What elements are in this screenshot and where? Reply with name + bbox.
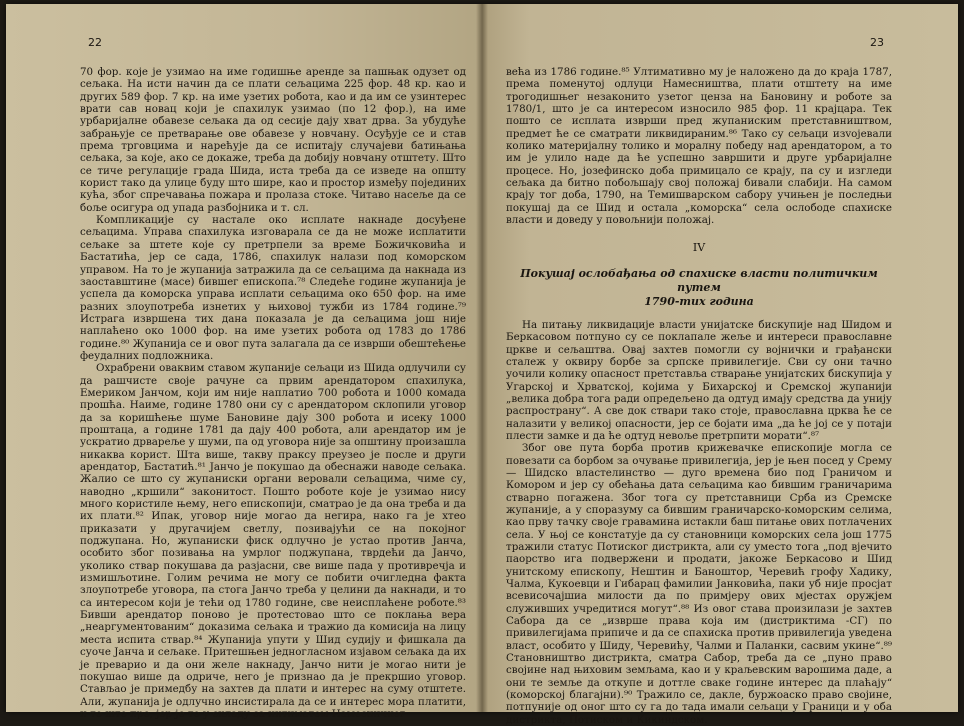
paragraph: Охрабрени оваквим ставом жупаније сељаци из Шида одлучили су да рашчисте своје рачуне са првим арендатором спахилука, Емериком Јанчом, који им није наплатио 700 робота и 1000 комада прошћа. Наиме, године 1780 они су с арендатором склопили уговор да за коришћење шуме Бановине дају 300 робота и исеку 1000 проштаца, а године 1781 да дају 400 робота, али арендатор им је ускратио дрвареље у шуми, па од уговора није за општину произашла никаква корист. Шта више, такву праксу преузео је после и други арендатор, Бастатић.⁸¹ Јанчо је покушао да обеснажи наводе сељака. Жалио се што су жупаниски органи веровали сељацима, чиме су, наводно „кршили“ законитост. Пошто роботе које је узимао нису многo користиле њему, него епископији, сматрао је да она треба и да их плати.⁸² Ипак, уговор није могао да негира, нако га је хтео приказати у другачијем светлу, позивајући се на покојног поджупана. Но, жупаниски фиск одлучно је устао против Јанча, особито због позивања на умрлог поджупана, тврдећи да Јанчо, уколико ствар покушава да разјасни, све више пада у противречја и измишљотине. Голим речима не могу се побити очигледна факта злоупотребе уговора, па стога Јанчо треба у целини да накнади, и то са интересом који је тећи од 1780 године, све неисплаћене роботе.⁸³ Бивши арендатор поново је протестовао што се поклања вера „неаргументованим“ доказима сељака и тражио да комисија на лицу места испита ствар.⁸⁴ Жупанија упути у Шид судију и фишкала да суоче Јанча и сељаке. Притешњен једногласном изјавом сељака да их је преварио и да они желе накнаду, Јанчо нити је могао нити је покушао више да одриче, него је признао да је прекршио уговор. Стављао је примедбу на захтев да плати и интерес на суму отштете. Али, жупанија је одлучно инсистирала да се и интерес мора платити, и то што пре, јер је то у складу са интиматом Намесничког: [80, 362, 466, 720]
paragraph: већа из 1786 године.⁸⁵ Ултимативно му је наложено да до краја 1787, према поменутој одлуци Намесништва, плати отштету на име трогодишњег незаконито узетог ценза на Бановину и роботе за 1780/1, што је са интересом износило 985 фор. 11 крајцара. Тек пошто се исплата изврши пред жупаниским претставништвом, предмет ће се сматрати ликвидираним.⁸⁶ Тако су сељаци изvojевали колико материјалну толико и моралну победу над арендатором, а то им је улило наде да ће успешно завршити и друге урбаријалне процесе. Но, јозефинско доба примицало се крају, па су и изгледи сељака да битно побољшају свој положај бивали слабији. На самом крају тог доба, 1790, на Темишварском сабору учињен је последњи покушај да се Шид и остала „коморска“ села ослободе спахиске власти и доведу у повољнији положај.: [506, 66, 892, 227]
left-page-text: [80, 66, 466, 720]
right-page-text: [506, 66, 892, 726]
section-heading: [506, 267, 892, 309]
section-heading-line: 1790-тих година: [644, 294, 754, 308]
paragraph: Због ове пута борба против крижевачке епископије могла се повезати са борбом за очување привилегија, јер је њен посед у Срему — Шидско властелинство — дуго времена био под Граничом и Комором и јер су обећања дата сељацима као бившим граничарима стварно погажена. Због тога су претставници Срба из Сремске жупаније, а у споразуму са бившим граничарско-коморским селима, као прву тачку своје гравамина истакли баш питање ових потлачених села. У њој се констатује да су становници коморских села још 1775 тражили статус Потиског дистрикта, али су уместо тога „под вјечито паорство ига подвержени и продати, јакоже Беркасово и Шид унитскому епископу, Нештин и Баноштор, Черевић грофу Хадику, Чалма, Кукоевци и Гибарац фамилии Јанковића, паки уб није просјат всевисочајшиа милости да по примјеру ових мјестах оружјем служивших учредитися могут“.⁸⁸ Из овог става произилази је захтев Сабора да се „изврше права која им (дистриктима -СГ) по привилегијама припиче и да се спахиска против привилегија уведена власт, особито у Шиду, Черевићу, Чалми и Паланки, сасвим укине“.⁸⁹ Становништво дистрикта, сматра Сабор, треба да се „пуно право својине над њиховим земљама, као и у краљевским варошима даде, а они те земље да откупе и доттле сваке године интерес да плаћају“ (коморској благајни).⁹⁰ Тражило се, дакле, буржоаско право својине, потпуније од оног што су га до тада имали сељаци у Граници и у оба дистрикта, Потиском и Кикиндском.: [506, 442, 892, 726]
page-number-left: 22: [88, 36, 102, 49]
section-heading-line: Покушај ослобађања од спахиске власти политичким путем: [520, 266, 878, 294]
section-number: IV: [692, 241, 706, 255]
page-number-right: 23: [870, 36, 884, 49]
paragraph: Компликације су настале око исплате накнаде досуђене сељацима. Управа спахилука изговарала се да не може исплатити сељаке за штете које су претрпели за време Божичковића и Бастатића, јер се сада, 1786, спахилук налази под коморском управом. На то је жупанија затражила да се сељацима да накнада из заоставштине (масе) бившег епископа.⁷⁸ Следеће године жупанија је успела да коморска управа исплати сељацима око 650 фор. на име разних злоупотреба изнетих у њиховој тужби из 1784 године.⁷⁹ Истрага извршена тих дана показала је да сељацима још није наплаћено око 1000 фор. на име узетих робота од 1783 до 1786 године.⁸⁰ Жупанија се и овог пута залагала да се изврши обештећење феудалних подложника.: [80, 214, 466, 362]
right-page: [482, 4, 958, 726]
book-gutter: [476, 4, 488, 712]
left-page: [6, 4, 482, 720]
paragraph: 70 фор. које је узимао на име годишње аренде за пашњак одузет од сељака. На исти начин да се плати сељацима 225 фор. 48 кр. као и других 589 фор. 7 кр. на име узетих робота, као и да им се узинтерес врати сав новац који је спахилук узимао (по 12 фор.), на име урбаријалне обавезе сељака да од сесије дају хват дрва. За убудуће забрањује се претварање ове обавезе у новчану. Осуђује се и став према трговцима и нарећује да се испитају случајеви батињања сељака, за које, ако се докаже, треба да добију новчану отштету. Што се тиче регулације града Шида, иста треба да се изведе на општу корист тако да улице буду што шире, као и простор између појединих кућа, због спречавања пожара и пролаза стоке. Читаво насеље да се боље осигура од упада разбојника и т. сл.: [80, 66, 466, 214]
paragraph: На питању ликвидације власти унијатске бискупије над Шидом и Беркасовом потпуно су се поклапале жеље и интереси православне цркве и сељаштва. Овај захтев помогли су војнички и грађански сталеж у оквиру борбе за српске привилегије. Сви су они тачно уочили колику опасност претставља стварање унијатских бискупија у Угарској и Хрватској, којима у Бихарској и Сремској жупанији „велика добра тога ради опредељено да одтуд имају средства да унију распространу“. А све док ствари тако стоје, православна црква ће се налазити у великој опасности, јер се бојати има „да ће јој се у потаји плести замке и да ће одтуд невоље претрпити морати“.⁸⁷: [506, 318, 892, 442]
book-spread: [6, 4, 958, 726]
